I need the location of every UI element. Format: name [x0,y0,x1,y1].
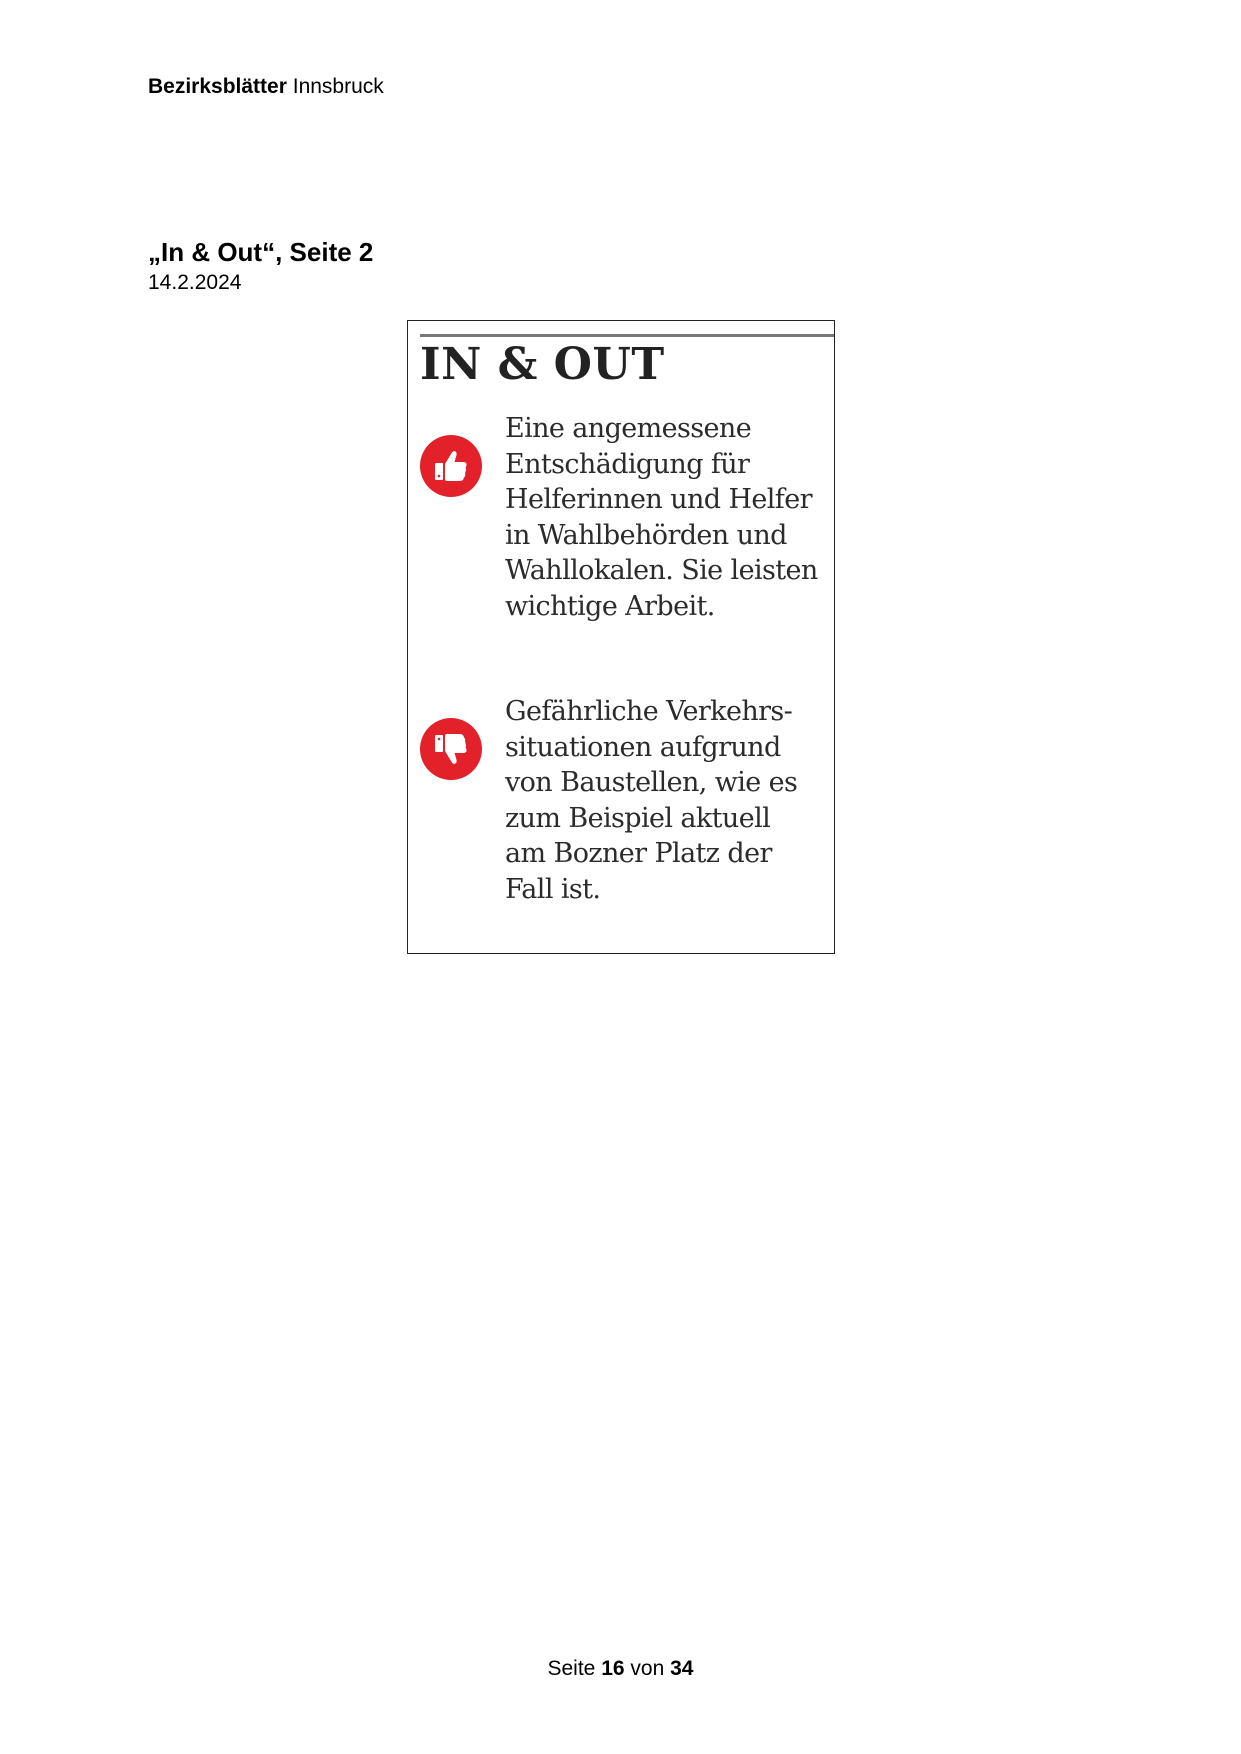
footer-page-number: 16 [601,1657,625,1680]
article-title: „In & Out“, Seite 2 [148,237,374,267]
page-footer [0,1656,1241,1682]
thumbs-down-icon [420,718,482,780]
publication-name: Bezirksblätter [148,75,287,98]
clipping-heading: IN & OUT [420,339,665,390]
thumbs-up-icon [420,435,482,497]
article-date: 14.2.2024 [148,271,242,294]
footer-prefix: Seite [547,1657,596,1680]
edition-name: Innsbruck [292,75,384,98]
footer-separator: von [630,1657,665,1680]
in-entry-text: Eine angemessene Entschädigung für Helferinnen und Helfer in Wahlbehörden und Wahllokalen. Sie leisten wichtige Arbeit. [505,413,818,622]
footer-page-total: 34 [670,1657,694,1680]
newspaper-clipping [407,320,835,954]
page-header [148,74,384,100]
out-entry-text: Gefährliche Verkehrs- situationen aufgrund von Baustellen, wie es zum Beispiel aktuell am Bozner Platz der Fall ist. [505,696,798,905]
